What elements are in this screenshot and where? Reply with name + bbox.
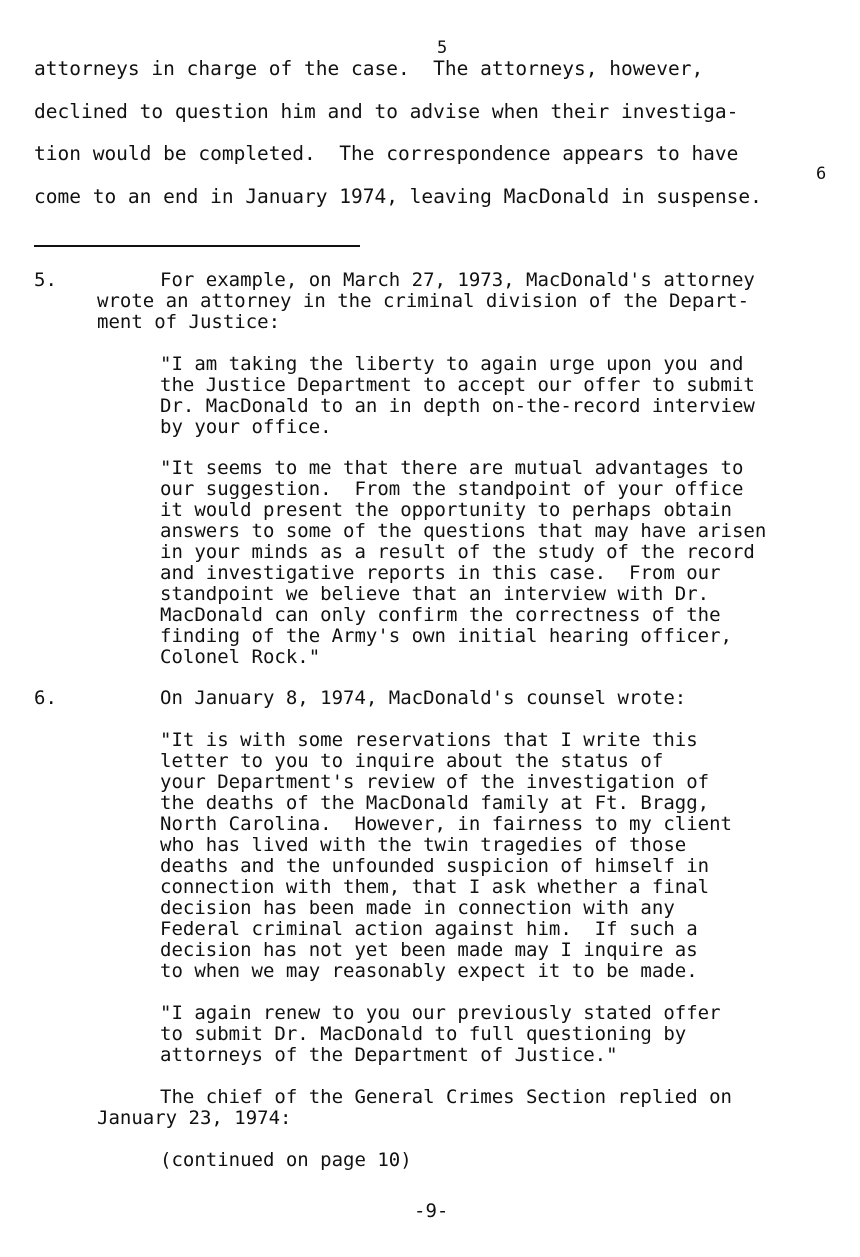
body-line: attorneys in charge of the case. The attorneys, however, bbox=[34, 57, 704, 80]
footnote-marker-5: 5 bbox=[437, 38, 448, 58]
quote-line: deaths and the unfounded suspicion of himself in bbox=[160, 855, 710, 877]
footnote-5-quote-1 bbox=[160, 354, 755, 438]
quote-line: the Justice Department to accept our offer to submit bbox=[160, 374, 755, 396]
footnote-5-quote-2 bbox=[160, 458, 766, 668]
footnote-6-reply-line: The chief of the General Crimes Section replied on bbox=[160, 1086, 732, 1108]
quote-line: to when we may reasonably expect it to be made. bbox=[160, 960, 698, 982]
quote-line: the deaths of the MacDonald family at Ft. Bragg, bbox=[160, 792, 710, 814]
footnote-marker-6: 6 bbox=[816, 164, 827, 184]
quote-line: and investigative reports in this case. From our bbox=[160, 562, 721, 584]
quote-line: Dr. MacDonald to an in depth on-the-record interview bbox=[160, 395, 755, 417]
quote-line: "It is with some reservations that I write this bbox=[160, 729, 698, 751]
page-number: -9- bbox=[414, 1200, 449, 1222]
quote-line: decision has been made in connection with any bbox=[160, 897, 675, 919]
footnote-6-reply-line: January 23, 1974: bbox=[97, 1107, 292, 1129]
quote-line: answers to some of the questions that may have arisen bbox=[160, 520, 767, 542]
footnote-5-line: ment of Justice: bbox=[97, 311, 281, 333]
footnote-5-line: For example, on March 27, 1973, MacDonald's attorney bbox=[160, 269, 755, 291]
quote-line: North Carolina. However, in fairness to my client bbox=[160, 813, 732, 835]
footnote-5-number: 5. bbox=[34, 269, 57, 291]
body-line: declined to question him and to advise when their investiga- bbox=[34, 100, 739, 123]
continued-note: (continued on page 10) bbox=[160, 1149, 412, 1171]
footnote-6-intro: On January 8, 1974, MacDonald's counsel wrote: bbox=[160, 687, 687, 709]
quote-line: finding of the Army's own initial hearing officer, bbox=[160, 625, 732, 647]
footnote-5-line: wrote an attorney in the criminal division of the Depart- bbox=[97, 290, 750, 312]
quote-line: decision has not yet been made may I inquire as bbox=[160, 939, 698, 961]
quote-line: letter to you to inquire about the status of bbox=[160, 750, 664, 772]
body-line: tion would be completed. The correspondence appears to have bbox=[34, 142, 739, 165]
quote-line: Colonel Rock." bbox=[160, 646, 321, 668]
footnote-6-number: 6. bbox=[34, 687, 57, 709]
quote-line: your Department's review of the investigation of bbox=[160, 771, 710, 793]
quote-line: by your office. bbox=[160, 416, 332, 438]
footnote-6-quote-1 bbox=[160, 730, 732, 982]
quote-line: "I am taking the liberty to again urge upon you and bbox=[160, 353, 744, 375]
quote-line: MacDonald can only confirm the correctness of the bbox=[160, 604, 721, 626]
footnote-separator bbox=[34, 245, 360, 247]
quote-line: in your minds as a result of the study of the record bbox=[160, 541, 755, 563]
body-line: come to an end in January 1974, leaving MacDonald in suspense. bbox=[34, 185, 762, 208]
quote-line: attorneys of the Department of Justice." bbox=[160, 1044, 618, 1066]
quote-line: our suggestion. From the standpoint of your office bbox=[160, 478, 744, 500]
quote-line: who has lived with the twin tragedies of those bbox=[160, 834, 687, 856]
quote-line: "I again renew to you our previously stated offer bbox=[160, 1002, 721, 1024]
quote-line: it would present the opportunity to perhaps obtain bbox=[160, 499, 732, 521]
quote-line: standpoint we believe that an interview with Dr. bbox=[160, 583, 710, 605]
quote-line: Federal criminal action against him. If such a bbox=[160, 918, 698, 940]
quote-line: "It seems to me that there are mutual advantages to bbox=[160, 457, 744, 479]
footnote-6-quote-2 bbox=[160, 1003, 721, 1066]
quote-line: connection with them, that I ask whether a final bbox=[160, 876, 710, 898]
quote-line: to submit Dr. MacDonald to full questioning by bbox=[160, 1023, 687, 1045]
